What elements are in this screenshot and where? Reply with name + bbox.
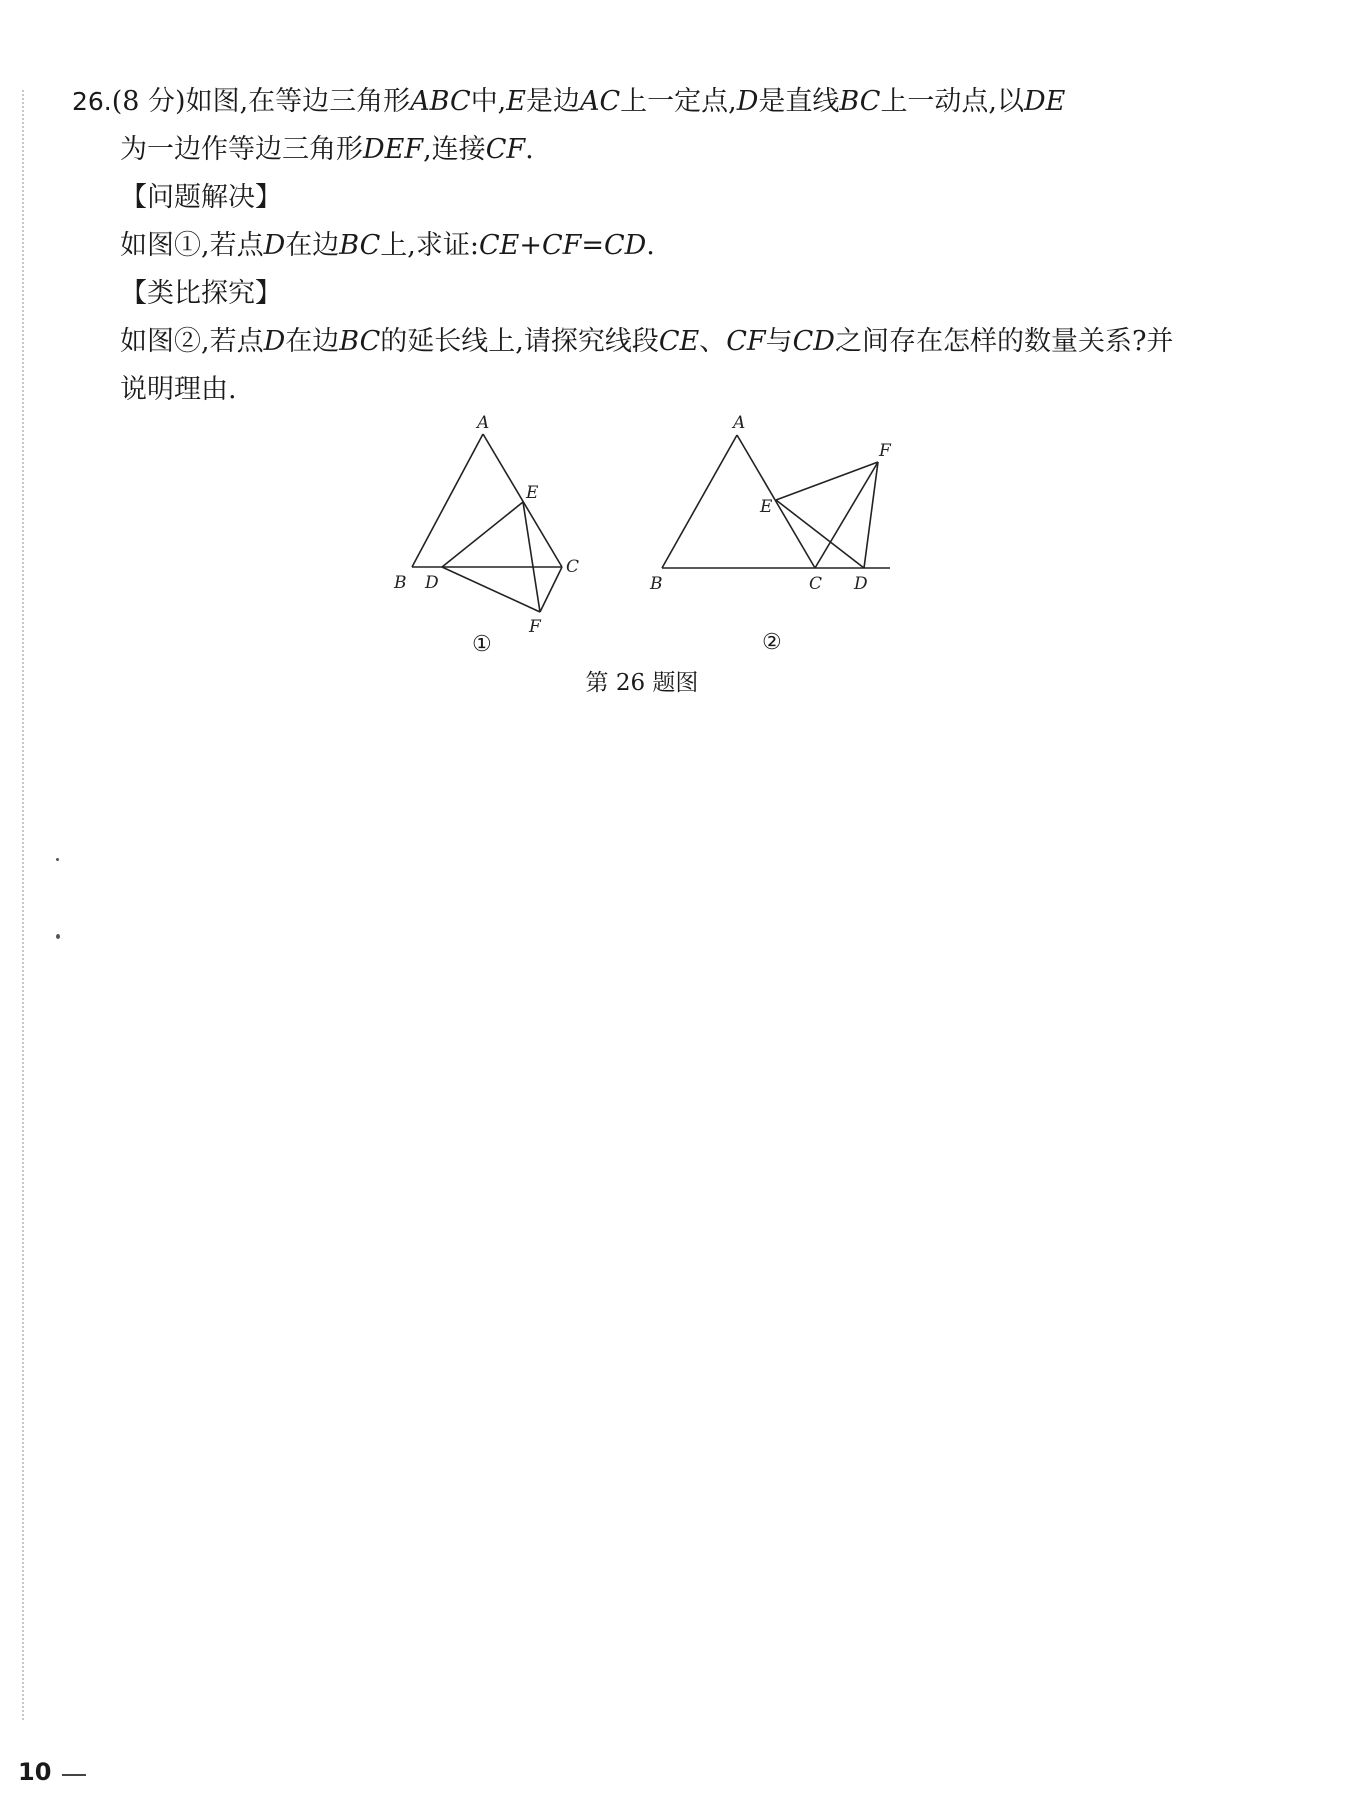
text: 、 [699,326,727,357]
text: ,连接 [423,134,486,165]
task-1 [72,222,1192,270]
figure-1-label: ① [472,632,492,657]
math-var: BC [339,326,381,357]
section-problem-solving-title: 【问题解决】 [120,182,282,213]
text: 如图②,若点 [120,326,264,357]
text: 如图,在等边三角形 [185,86,411,117]
segment-EF [776,462,878,500]
math-var: AC [580,86,621,117]
text: 上,求证: [380,230,479,261]
problem-score: (8 分) [111,86,186,117]
text: . [646,230,655,261]
math-var: CD [792,326,835,357]
fig2-point-C: C [809,574,823,594]
problem-statement [72,78,1192,174]
text: 是边 [526,86,580,117]
fig2-point-F: F [879,441,891,461]
text: 在边 [285,230,340,261]
math-var: DE [1024,86,1066,117]
segment-EF [523,502,540,612]
math-var: D [263,230,286,261]
problem-26 [72,78,1192,414]
fig2-point-D: D [854,574,868,594]
segment-DE [442,502,523,567]
math-var: ABC [410,86,471,117]
section-analogy-title: 【类比探究】 [120,278,282,309]
task-2 [72,318,1192,414]
fig1-point-A: A [477,413,490,433]
text: 在边 [285,326,340,357]
figures-svg [380,408,940,658]
segment-CF [540,567,562,612]
math-var: CF [485,134,526,165]
fig1-point-E: E [526,483,539,503]
segment-AB [412,434,483,567]
math-var: DEF [363,134,424,165]
fig1-point-D: D [425,573,439,593]
scan-speck [56,934,60,939]
math-expression: CE+CF=CD [478,230,647,261]
text: 是直线 [758,86,840,117]
text: 中, [470,86,507,117]
math-var: BC [839,86,881,117]
segment-AC [737,435,815,568]
text: 上一定点, [620,86,737,117]
figures [380,408,940,708]
segment-DE [776,500,864,568]
fig1-point-F: F [529,617,541,637]
figure-2-label: ② [762,630,782,655]
page-number-dash [62,1774,86,1776]
margin-dotted-line [22,90,24,1720]
math-var: D [736,86,759,117]
math-var: BC [339,230,381,261]
segment-AC [483,434,562,567]
problem-number: 26. [72,87,112,116]
math-var: E [506,86,526,117]
fig2-point-E: E [760,497,773,517]
figure-caption: 第 26 题图 [585,670,699,696]
scan-speck [56,858,59,861]
text: 上一动点,以 [880,86,1025,117]
math-var: D [263,326,286,357]
segment-DF [864,462,878,568]
figure-2-diagram [662,435,890,568]
segment-AB [662,435,737,568]
math-var: CE [658,326,700,357]
text: . [525,134,534,165]
text: 为一边作等边三角形 [120,134,363,165]
math-var: CF [726,326,766,357]
segment-DF [442,567,540,612]
text: 的延长线上,请探究线段 [380,326,659,357]
fig2-point-A: A [733,413,746,433]
fig1-point-C: C [566,557,580,577]
fig1-point-B: B [394,573,407,593]
text: 与 [765,326,793,357]
text: 如图①,若点 [120,230,264,261]
fig2-point-B: B [650,574,663,594]
page-number: 10 [18,1758,52,1786]
text: 之间存在怎样的数量关系?并说明理由. [120,326,1174,405]
segment-CF [815,462,878,568]
